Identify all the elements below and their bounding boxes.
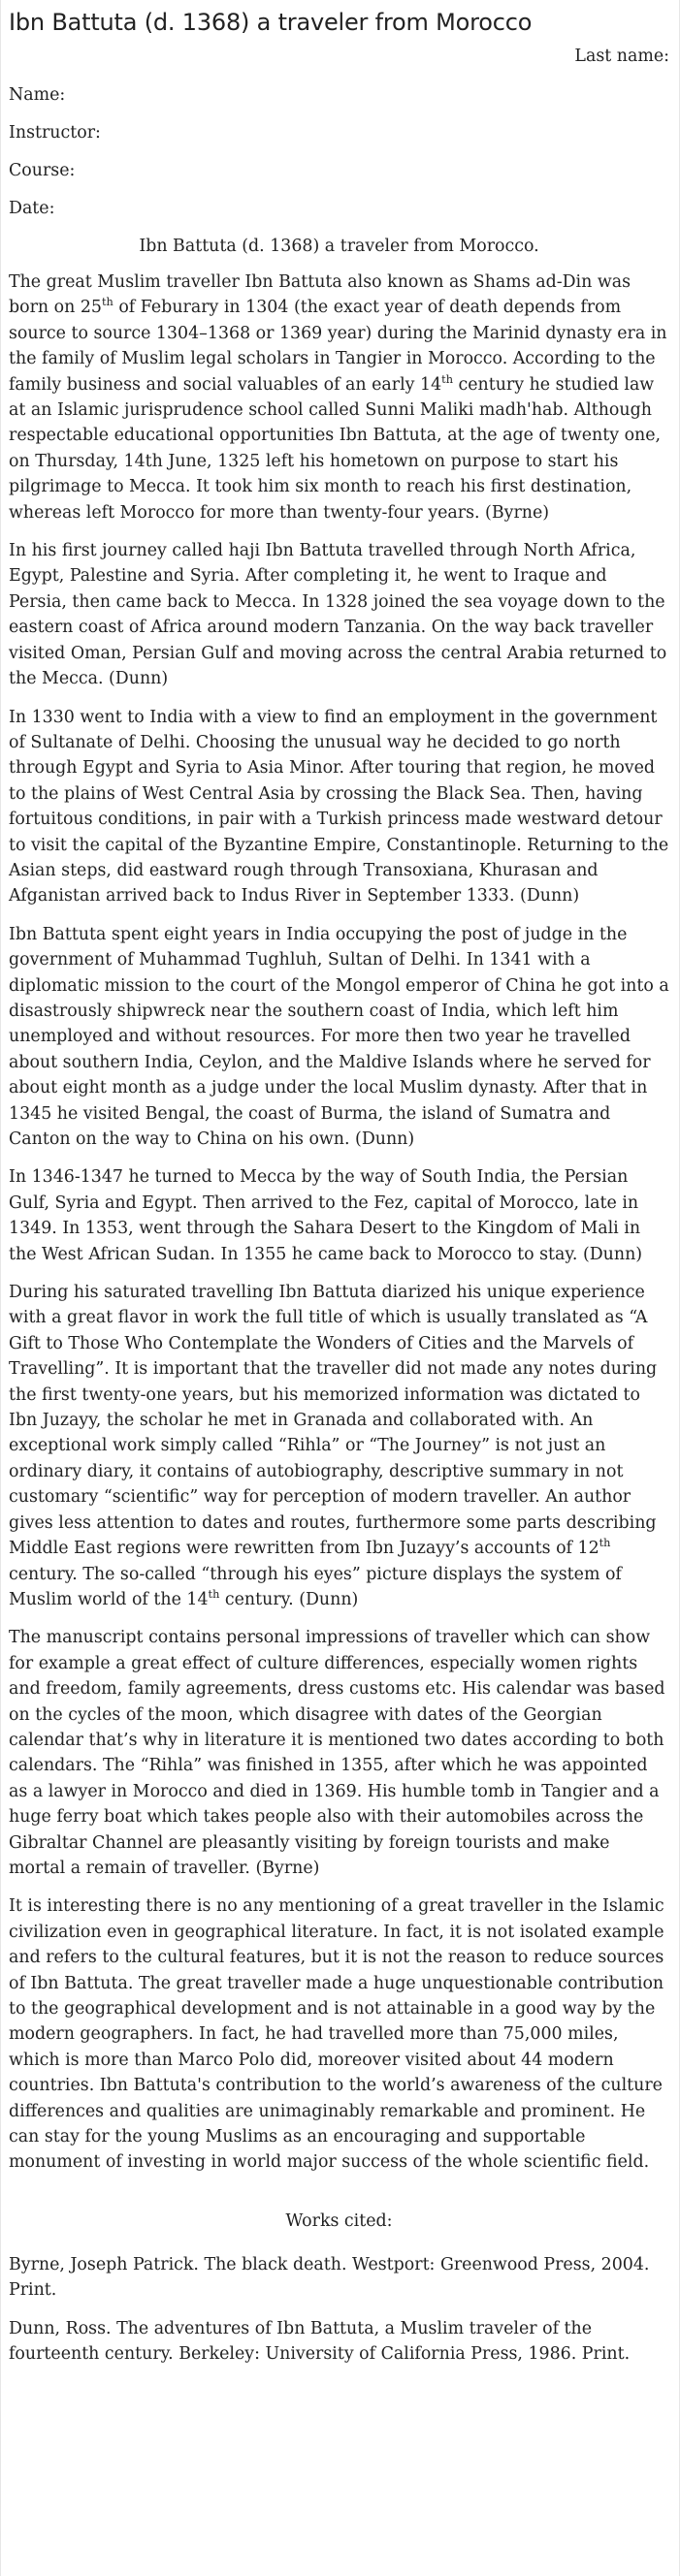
ordinal-suffix: th [441, 372, 453, 386]
paragraph-first-journey: In his first journey called haji Ibn Battuta travelled through North Africa, Egypt, Palestine and Syria. After completing it, he went to Iraque and Persia, then came back to Mecca. In 1328 joined the sea voyage down to the eastern coast of Africa around modern Tanzania. On the way back traveller visited Oman, Persian Gulf and moving across the central Arabia returned to the Mecca. (Dunn) [9, 541, 667, 689]
paragraph-return: In 1346-1347 he turned to Mecca by the way of South India, the Persian Gulf, Syria and Egypt. Then arrived to the Fez, capital of Morocco, late in 1349. In 1353, went through the Sahara Desert to the Kingdom of Mali in the West African Sudan. In 1355 he came back to Morocco to stay. (Dunn) [9, 1167, 643, 1264]
paragraph-text: During his saturated travelling Ibn Battuta diarized his unique experience with a great flavor in work the full title of which is usually translated as “A Gift to Those Who Contemplate the Wonders of Cities and the Marvels of Travelling”. It is important that the traveller did not made any notes during the first twenty-one years, but his memorized information was dictated to Ibn Juzayy, the scholar he met in Granada and collaborated with. An exceptional work simply called “Rihla” or “The Journey” is not just an ordinary diary, it contains of autobiography, descriptive summary in not customary “scientific” way for perception of modern traveller. An author gives less attention to dates and routes, furthermore some parts describing Middle East regions were rewritten from Ibn Juzayy’s accounts of 12 [9, 1283, 658, 1559]
paragraph-india-years: Ibn Battuta spent eight years in India occupying the post of judge in the government of Muhammad Tughluh, Sultan of Delhi. In 1341 with a diplomatic mission to the court of the Mongol emperor of China he got into a disastrously shipwreck near the southern coast of India, which left him unemployed and without resources. For more then two year he travelled about southern India, Ceylon, and the Maldive Islands where he served for about eight month as a judge under the local Muslim dynasty. After that in 1345 he visited Bengal, the coast of Burma, the island of Sumatra and Canton on the way to China on his own. (Dunn) [9, 924, 669, 1149]
ordinal-suffix: th [101, 296, 113, 309]
date-label: Date: [9, 199, 55, 218]
paragraph-text: century. (Dunn) [219, 1589, 359, 1609]
paragraph-text: century he studied law at an Islamic jurisprudence school called Sunni Maliki madh'hab. Although respectable educational opportunities Ibn Battuta, at the age of twenty one, on Thursday, 14th June, 1325 left his hometown on purpose to start his pilgrimage to Mecca. It took him six month to reach his first destination, whereas left Morocco for more than twenty-four years. (Byrne) [9, 374, 662, 523]
page-title: Ibn Battuta (d. 1368) a traveler from Morocco [9, 9, 533, 36]
ordinal-suffix: th [599, 1537, 611, 1550]
paragraph-text: century. The so-called “through his eyes” picture displays the system of Muslim world of the 14 [9, 1564, 622, 1609]
paragraph-india-route: In 1330 went to India with a view to find an employment in the government of Sultanate of Delhi. Choosing the unusual way he decided to go north through Egypt and Syria to Asia Minor. After touring that region, he moved to the plains of West Central Asia by crossing the Black Sea. Then, having fortuitous conditions, in pair with a Turkish princess made westward detour to visit the capital of the Byzantine Empire, Constantinople. Returning to the Asian steps, did eastward rough through Transoxiana, Khurasan and Afganistan arrived back to Indus River in September 1333. (Dunn) [9, 707, 669, 906]
paragraph-rihla [9, 1280, 669, 1612]
ordinal-suffix: th [208, 1588, 220, 1602]
essay-subtitle: Ibn Battuta (d. 1368) a traveler from Morocco. [139, 237, 539, 256]
course-label: Course: [9, 161, 76, 180]
paragraph-legacy: It is interesting there is no any mentioning of a great traveller in the Islamic civilization even in geographical literature. In fact, it is not isolated example and refers to the cultural features, but it is not the reason to reduce sources of Ibn Battuta. The great traveller made a huge unquestionable contribution to the geographical development and is not attainable in a good way by the modern geographers. In fact, he had travelled more than 75,000 miles, which is more than Marco Polo did, moreover visited about 44 modern countries. Ibn Battuta's contribution to the world’s awareness of the culture differences and qualities are unimaginably remarkable and prominent. He can stay for the young Muslims as an encouraging and supportable monument of investing in world major success of the whole scientific field. [9, 1896, 664, 2173]
name-label: Name: [9, 85, 66, 105]
works-cited-title: Works cited: [285, 2210, 393, 2231]
citation-entry: Byrne, Joseph Patrick. The black death. Westport: Greenwood Press, 2004. Print. [9, 2254, 650, 2301]
last-name-label: Last name: [574, 47, 669, 66]
paragraph-early-life [9, 270, 669, 525]
instructor-label: Instructor: [9, 123, 101, 143]
citation-entry: Dunn, Ross. The adventures of Ibn Battuta, a Muslim traveler of the fourteenth century. Berkeley: University of California Press, 1986. Print. [9, 2318, 631, 2365]
paragraph-text: The great Muslim traveller Ibn Battuta also known as Shams ad-Din was born on 25 [9, 272, 631, 318]
paragraph-text: of Feburary in 1304 (the exact year of death depends from source to source 1304–1368 or 1369 year) during the Marinid dynasty era in the family of Muslim legal scholars in Tangier in Morocco. According to the family business and social valuables of an early 14 [9, 298, 667, 395]
paragraph-manuscript: The manuscript contains personal impressions of traveller which can show for example a great effect of culture differences, especially women rights and freedom, family agreements, dress customs etc. His calendar was based on the cycles of the moon, which disagree with dates of the Georgian calendar that’s why in literature it is mentioned two dates according to both calendars. The “Rihla” was finished in 1355, after which he was appointed as a lawyer in Morocco and died in 1369. His humble tomb in Tangier and a huge ferry boat which takes people also with their automobiles across the Gibraltar Channel are pleasantly visiting by foreign tourists and make mortal a remain of traveller. (Byrne) [9, 1628, 665, 1878]
